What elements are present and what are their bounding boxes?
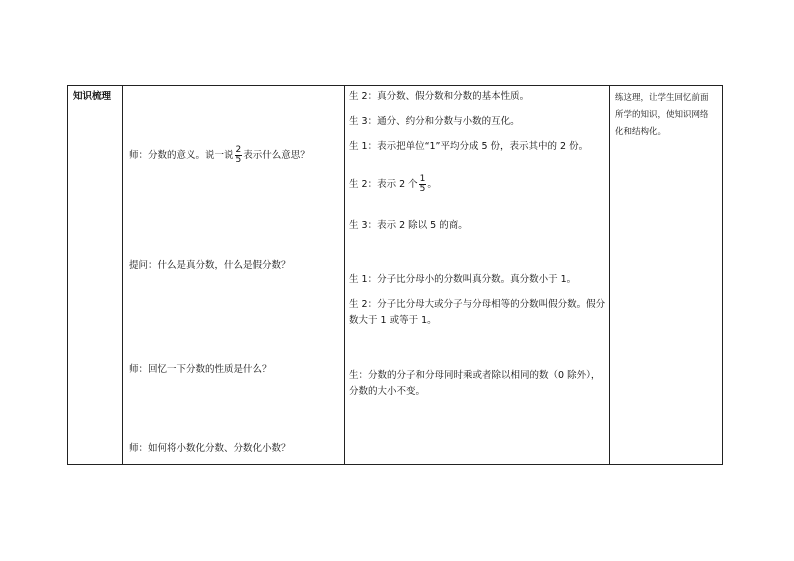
- question-text: 表示什么意思？: [243, 150, 310, 161]
- fraction: $\frac{1}{5}$: [419, 174, 426, 194]
- answer-line: 生 3：通分、约分和分数与小数的互化。: [349, 116, 520, 127]
- question-fraction-meaning: [129, 146, 310, 165]
- section-label: 知识梳理: [73, 91, 112, 102]
- answer-line: 生 2：分子比分母大或分子与分母相等的分数叫假分数。假分数大于 1 或等于 1。: [349, 299, 606, 326]
- answer-line: 生 1：表示把单位“1”平均分成 5 份，表示其中的 2 份。: [349, 141, 589, 152]
- question-decimal-conversion: 师：如何将小数化分数、分数化小数？: [129, 443, 291, 454]
- answer-line: 生 1：分子比分母小的分数叫真分数。真分数小于 1。: [349, 274, 577, 285]
- lesson-table: [67, 85, 723, 465]
- fraction: $\frac{2}{5}$: [235, 145, 242, 165]
- answer-line-fraction: [349, 175, 437, 194]
- question-proper-improper: 提问：什么是真分数，什么是假分数？: [129, 260, 291, 271]
- column-divider: [344, 86, 345, 464]
- answer-line: 生 3：表示 2 除以 5 的商。: [349, 220, 468, 231]
- question-fraction-property: 师：回忆一下分数的性质是什么？: [129, 364, 272, 375]
- answer-line: 生：分数的分子和分母同时乘或者除以相同的数（0 除外），分数的大小不变。: [349, 370, 601, 397]
- answer-text: 生 2：表示 2 个: [349, 179, 418, 190]
- teaching-note: 练这理，让学生回忆前面所学的知识，使知识网络化和结构化。: [615, 93, 709, 137]
- column-divider: [609, 86, 610, 464]
- question-text: 师：分数的意义。说一说: [129, 150, 234, 161]
- answer-line: 生 2：真分数、假分数和分数的基本性质。: [349, 91, 530, 102]
- answer-text: 。: [427, 179, 437, 190]
- column-divider: [122, 86, 123, 464]
